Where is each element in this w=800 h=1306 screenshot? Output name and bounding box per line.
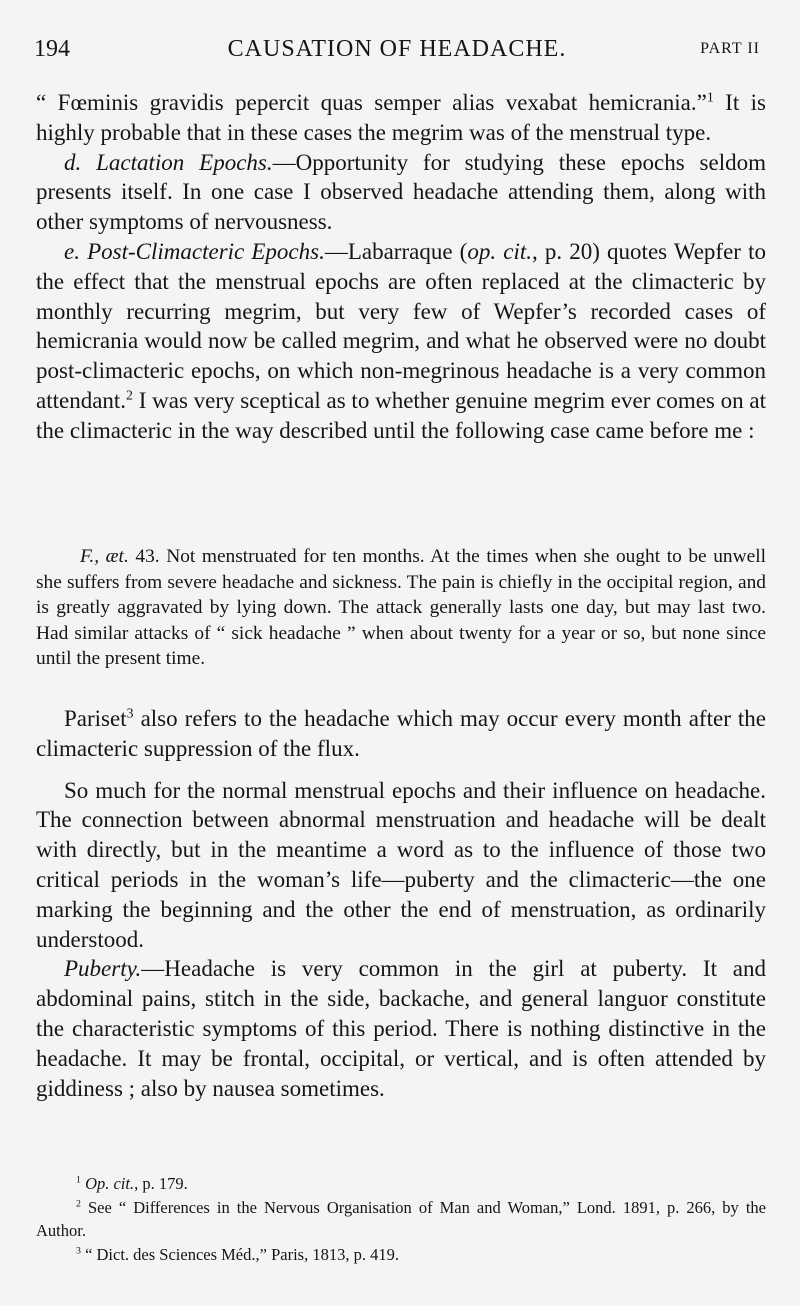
paragraph-lactation: d. Lactation Epochs.—Opportunity for studying these epochs seldom presents itself. In one case I observed headache attending them, along with other symptoms of nervousness. [36,149,766,235]
footnote-ref-2: 2 [126,387,133,403]
footnote-3: $^3$ “ Dict. des Sciences Méd.,” Paris, 1813, p. 419. [76,1244,399,1264]
page-number: 194 [34,36,70,62]
case-patient: F., æt. [80,546,129,567]
footnote-ref-1: 1 [706,89,714,105]
heading-post-climacteric-epochs: Post-Climacteric Epochs. [87,238,325,264]
case-paragraph: F., æt. 43. Not menstruated for ten months. At the times when she ought to be unwell she suffers from severe headache and sickness. The pain is chiefly in the occipital region, and is greatly aggravated by lying down. The attack generally lasts one day, but may last two. Had similar attacks of “ sick headache ” when about twenty for a year or so, but none since until the present time. [36,546,767,670]
paragraph-quote: “ Fœminis gravidis pepercit quas semper alias vexabat hemicrania.”$^1$ It is highly probable that in these cases the megrim was of the menstrual type. [36,89,766,145]
paragraph-pariset: Pariset$^3$ also refers to the headache which may occur every month after the climacteric suppression of the flux. [36,705,766,761]
heading-lactation-epochs: Lactation Epochs. [96,149,273,175]
section-label-e: e. [64,238,80,264]
citation-op-cit: op. cit. [467,238,532,264]
main-text-top [36,88,766,446]
footnote-2: $^2$ See “ Differences in the Nervous Organisation of Man and Woman,” Lond. 1891, p. 266, by the Author. [36,1197,767,1240]
latin-quote: “ Fœminis gravidis pepercit quas semper alias vexabat hemicrania.” [36,90,707,115]
case-report [36,544,766,672]
paragraph-post-climacteric: e. Post-Climacteric Epochs.—Labarraque (op. cit., p. 20) quotes Wepfer to the effect that the menstrual epochs are often replaced at the climacteric by monthly recurring megrim, but very few of Wepfer’s recorded cases of hemicrania would now be called megrim, and what he observed were no doubt post-climacteric epochs, on which non-megrinous headache is a very common attendant.$^2$ I was very sceptical as to whether genuine megrim ever comes on at the climacteric in the way described until the following case came before me : [36,238,766,443]
footnote-1: $^1$ Op. cit., p. 179. [76,1174,188,1193]
main-text-bottom [36,704,766,1103]
part-label: PART II [700,40,760,57]
running-header [34,36,760,68]
footnote-ref-3: 3 [126,705,134,721]
heading-puberty: Puberty. [64,956,142,982]
paragraph-normal-epochs: So much for the normal menstrual epochs and their influence on headache. The connection between abnormal menstruation and headache will be dealt with directly, but in the meantime a word as to the influence of those two critical periods in the woman’s life—puberty and the climacteric—the one marking the beginning and the other the end of menstruation, as ordinarily understood. [36,777,766,952]
footnotes [36,1172,766,1266]
running-title: CAUSATION OF HEADACHE. [227,36,567,62]
section-label-d: d. [64,149,82,175]
paragraph-puberty: Puberty.—Headache is very common in the girl at puberty. It and abdominal pains, stitch in the side, backache, and general languor constitute the characteristic symptoms of this period. There is nothing distinctive in the headache. It may be frontal, occipital, or vertical, and is often attended by giddiness ; also by nausea sometimes. [36,956,766,1101]
